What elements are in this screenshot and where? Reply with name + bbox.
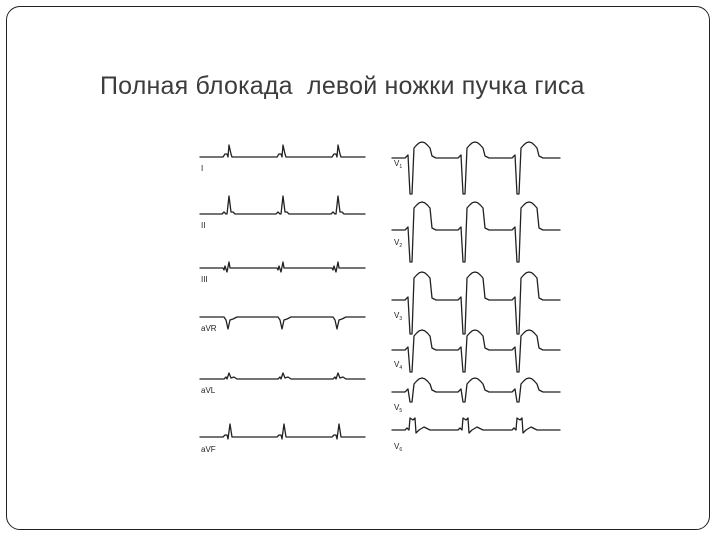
- lead-label-avr: aVR: [201, 324, 217, 333]
- ecg-trace-i: [200, 145, 365, 157]
- lead-label-i: I: [201, 164, 204, 173]
- ecg-trace-iii: [200, 262, 365, 272]
- lead-label-avl: aVL: [201, 386, 216, 395]
- ecg-trace-v6: [392, 418, 560, 433]
- chest-leads: [392, 142, 560, 453]
- ecg-trace-v4: [392, 330, 560, 372]
- ecg-trace-v5: [392, 378, 560, 402]
- limb-leads: [200, 145, 365, 454]
- lead-label-ii: II: [201, 221, 206, 230]
- ecg-trace-avr: [200, 317, 365, 329]
- lead-label-v5: $V_5$: [394, 403, 403, 414]
- lead-label-v4: $V_4$: [394, 360, 403, 371]
- slide-title: Полная блокада левой ножки пучка гиса: [100, 72, 585, 100]
- ecg-trace-ii: [200, 196, 365, 214]
- lead-label-v2: $V_2$: [394, 238, 403, 249]
- lead-label-v1: $V_1$: [394, 159, 403, 170]
- ecg-trace-v3: [392, 272, 560, 334]
- lead-label-v3: $V_3$: [394, 311, 403, 322]
- lead-label-v6: $V_6$: [394, 442, 403, 453]
- ecg-trace-avl: [200, 373, 365, 379]
- lead-label-avf: aVF: [201, 445, 216, 454]
- ecg-trace-v2: [392, 202, 560, 262]
- ecg-trace-avf: [200, 424, 365, 439]
- lead-label-iii: III: [201, 275, 208, 284]
- ecg-trace-v1: [392, 142, 560, 194]
